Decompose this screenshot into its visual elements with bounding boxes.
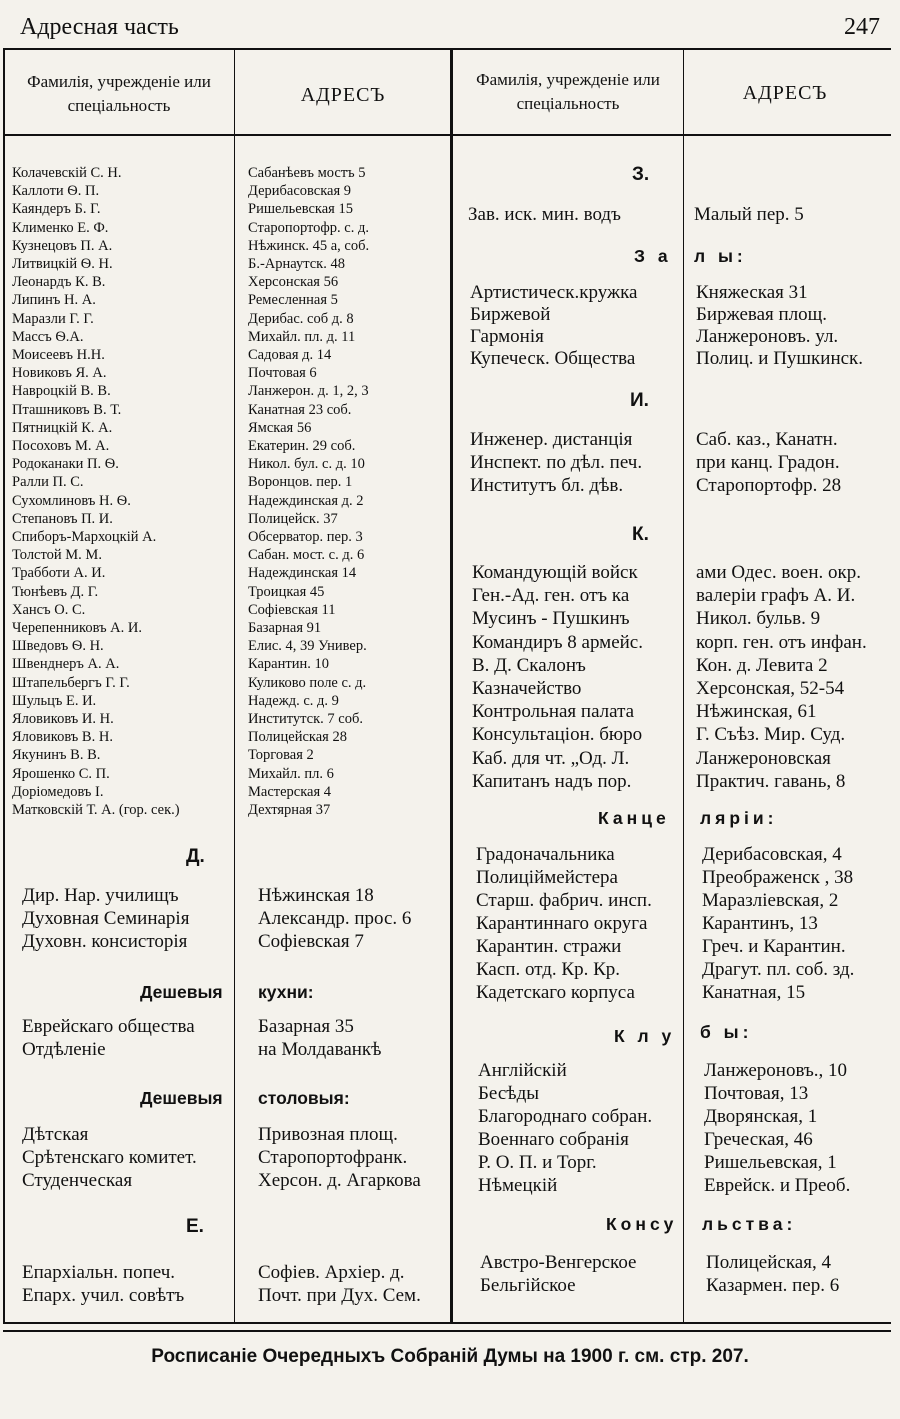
right-address-header: АДРЕСЪ — [742, 82, 828, 104]
entry-name: Пташниковъ В. Т. — [12, 401, 122, 418]
entry-name: Каллоти Ѳ. П. — [12, 183, 100, 200]
subsection-heading: льства: — [702, 1214, 797, 1234]
entry-address: Институтск. 7 соб. — [248, 711, 363, 727]
entry-name: Старш. фабрич. инсп. — [476, 890, 652, 911]
entry-address: Полицейская, 4 — [706, 1252, 831, 1273]
entry-address: Преображенск , 38 — [702, 867, 854, 888]
entry-name: Моисеевъ Н.Н. — [12, 347, 105, 363]
entry-name: Пятницкій К. А. — [12, 419, 113, 436]
entry-address: Малый пер. 5 — [694, 204, 804, 225]
page-header — [10, 12, 880, 46]
entry-address: Старопортофр. с. д. — [248, 219, 369, 236]
entry-address: Старопортофранк. — [258, 1147, 408, 1168]
entry-address: Нѣжинская, 61 — [696, 701, 817, 723]
entry-name: Духовн. консисторія — [22, 931, 188, 952]
entry-address: Практич. гавань, 8 — [696, 770, 846, 792]
subsection-heading: столовыя: — [258, 1088, 350, 1108]
entry-address: при канц. Градон. — [696, 452, 840, 473]
entry-address: Еврейск. и Преоб. — [704, 1175, 851, 1196]
divider-center — [450, 48, 453, 1324]
entry-name: Р. О. П. и Торг. — [478, 1152, 597, 1173]
entry-name: Дир. Нар. училищъ — [22, 885, 179, 906]
entry-address: Херсонская, 52-54 — [696, 678, 845, 699]
entry-name: Бесѣды — [478, 1083, 539, 1104]
entry-name: Еврейскаго общества — [22, 1016, 195, 1037]
entry-name: Студенческая — [22, 1170, 133, 1191]
divider-left-mid — [234, 48, 235, 1324]
subsection-heading: Канце — [598, 808, 670, 828]
section-title: Адресная часть — [20, 14, 179, 40]
entry-name: Швенднеръ А. А. — [12, 656, 120, 673]
entry-address: Ланжерон. д. 1, 2, 3 — [248, 383, 369, 400]
section-letter: Д. — [186, 846, 205, 867]
entry-name: Трабботи А. И. — [12, 565, 106, 582]
entry-address: ами Одес. воен. окр. — [696, 562, 862, 583]
entry-address: Дерибас. соб д. 8 — [248, 310, 354, 327]
entry-name: Карантиннаго округа — [476, 913, 648, 934]
left-address-header: АДРЕСЪ — [300, 84, 386, 106]
subsection-heading: З а — [634, 246, 672, 266]
entry-name: Ралли П. С. — [12, 474, 84, 491]
entry-name: Посоховъ М. А. — [12, 438, 110, 454]
entry-address: Екатерин. 29 соб. — [248, 438, 356, 454]
entry-name: Инспект. по дѣл. печ. — [470, 452, 643, 473]
entry-name: Якунинъ В. В. — [12, 747, 101, 764]
entry-address: Полицейская 28 — [248, 729, 347, 746]
entry-name: Доріомедовъ І. — [12, 783, 104, 800]
entry-name: Клименко Е. Ф. — [12, 219, 109, 236]
entry-address: Почт. при Дух. Сем. — [258, 1285, 421, 1306]
entry-address: Г. Съѣз. Мир. Суд. — [696, 724, 846, 746]
entry-address: Софіевская 11 — [248, 601, 336, 618]
entry-address: Михайл. пл. 6 — [248, 765, 334, 782]
left-name-header: Фамилія, учрежденіе или спеціальность — [27, 72, 211, 115]
subsection-heading: кухни: — [258, 982, 314, 1002]
entry-name: Сухомлиновъ Н. Ѳ. — [12, 492, 131, 509]
entry-name: Кузнецовъ П. А. — [12, 237, 113, 254]
entry-name: Ярошенко С. П. — [12, 765, 110, 782]
entry-name: Англійскій — [478, 1060, 567, 1081]
bottom-rule — [3, 1330, 891, 1332]
entry-address: Саб. каз., Канатн. — [696, 429, 838, 450]
entry-address: Ришельевская 15 — [248, 201, 353, 218]
entry-name: Гармонія — [470, 326, 544, 347]
entry-address: Княжеская 31 — [696, 282, 808, 303]
entry-name: Матковскій Т. А. (гор. сек.) — [12, 802, 180, 818]
entry-name: Капитанъ надъ пор. — [472, 770, 632, 792]
entry-name: Духовная Семинарія — [22, 908, 190, 929]
entry-address: Драгут. пл. соб. зд. — [702, 959, 855, 980]
entry-name: Новиковъ Я. А. — [12, 365, 107, 382]
entry-address: Кон. д. Левита 2 — [696, 654, 828, 676]
entry-address: Маразліевская, 2 — [702, 890, 839, 911]
entry-name: Епарх. учил. совѣтъ — [22, 1285, 185, 1306]
entry-name: Мусинъ - Пушкинъ — [472, 608, 630, 630]
entry-name: Срѣтенскаго комитет. — [22, 1147, 197, 1168]
entry-name: Епархіальн. попеч. — [22, 1262, 176, 1283]
entry-address: Мастерская 4 — [248, 783, 332, 800]
entry-address: Обсерватор. пер. 3 — [248, 529, 363, 545]
entry-name: Тюнѣевъ Д. Г. — [12, 583, 99, 600]
footer-note: Росписаніе Очередныхъ Собраній Думы на 1900 г. см. стр. 207. — [151, 1346, 749, 1367]
page-number: 247 — [844, 14, 880, 40]
section-letter: Е. — [186, 1216, 204, 1237]
entry-name: Командиръ 8 армейс. — [472, 631, 643, 653]
entry-address: Сабан. мост. с. д. 6 — [248, 547, 365, 564]
entry-name: Шульцъ Е. И. — [12, 692, 97, 709]
entry-name: Нѣмецкій — [478, 1175, 558, 1196]
divider-right-mid — [683, 48, 684, 1324]
header-rule — [3, 134, 891, 136]
entry-name: Артистическ.кружка — [470, 282, 638, 303]
entry-address: Базарная 91 — [248, 620, 322, 636]
entry-name: Консультаціон. бюро — [472, 724, 643, 746]
entry-name: Отдѣленіе — [22, 1039, 106, 1060]
entry-name: Казначейство — [472, 678, 582, 699]
entry-address: Полицейск. 37 — [248, 510, 338, 527]
entry-address: Почтовая, 13 — [704, 1083, 809, 1104]
entry-address: Ямская 56 — [248, 419, 312, 436]
entry-name: Благороднаго собран. — [478, 1106, 653, 1127]
entry-address: Никол. бульв. 9 — [696, 608, 821, 630]
entry-address: Полиц. и Пушкинск. — [696, 348, 864, 369]
entry-address: Дерибасовская 9 — [248, 183, 352, 200]
entry-name: Градоначальника — [476, 844, 615, 865]
entry-name: Шведовъ Ѳ. Н. — [12, 638, 104, 655]
entry-name: Хансъ О. С. — [12, 601, 86, 618]
entry-address: корп. ген. отъ инфан. — [696, 631, 867, 653]
entry-address: Никол. бул. с. д. 10 — [248, 456, 365, 473]
entry-name: Каяндеръ Б. Г. — [12, 201, 101, 218]
entry-name: Контрольная палата — [472, 701, 635, 723]
entry-address: Канатная 23 соб. — [248, 401, 352, 418]
entry-address: Ланжероновъ. ул. — [696, 326, 839, 347]
entry-address: Канатная, 15 — [702, 982, 806, 1003]
entry-name: Липинъ Н. А. — [12, 292, 96, 309]
entry-address: Софіев. Архіер. д. — [258, 1262, 405, 1283]
entry-name: Яловиковъ В. Н. — [12, 729, 113, 746]
entry-address: Воронцов. пер. 1 — [248, 474, 353, 491]
entry-name: Командующій войск — [472, 562, 638, 583]
entry-address: Карантинъ, 13 — [702, 913, 818, 934]
entry-name: Купеческ. Общества — [470, 348, 636, 369]
entry-address: Торговая 2 — [248, 747, 314, 764]
entry-name: Родоканаки П. Ѳ. — [12, 456, 119, 473]
entry-address: Нѣжинская 18 — [258, 885, 374, 906]
entry-name: Штапельбергъ Г. Г. — [12, 674, 130, 691]
entry-address: валеріи графъ А. И. — [696, 585, 856, 607]
entry-name: Военнаго собранія — [478, 1129, 629, 1150]
entry-address: Дерибасовская, 4 — [702, 844, 842, 865]
entry-name: Черепенниковъ А. И. — [12, 620, 143, 636]
entry-address: Казармен. пер. 6 — [706, 1275, 840, 1296]
entry-name: Биржевой — [470, 304, 551, 325]
entry-name: Дѣтская — [22, 1124, 89, 1145]
entry-name: Инженер. дистанція — [470, 429, 633, 450]
entry-address: Старопортофр. 28 — [696, 475, 842, 496]
subsection-heading: б ы: — [700, 1022, 753, 1042]
entry-address: Садовая д. 14 — [248, 347, 332, 363]
entry-name: Касп. отд. Кр. Кр. — [476, 959, 621, 980]
entry-name: Колачевскій С. Н. — [12, 165, 122, 181]
entry-address: Сабанѣевъ мостъ 5 — [248, 165, 366, 181]
entry-address: Ланжероновъ., 10 — [704, 1060, 848, 1081]
entry-name: Яловиковъ И. Н. — [12, 711, 114, 727]
entry-address: Б.-Арнаутск. 48 — [248, 256, 345, 272]
entry-address: Греческая, 46 — [704, 1129, 813, 1150]
entry-address: Ремесленная 5 — [248, 292, 338, 309]
entry-name: Степановъ П. И. — [12, 510, 113, 527]
entry-address: Дехтярная 37 — [248, 802, 331, 818]
subsection-heading: Консу — [606, 1214, 678, 1234]
entry-name: Бельгійское — [480, 1275, 576, 1296]
entry-address: на Молдаванкѣ — [258, 1039, 382, 1060]
entry-name: Литвицкій Ѳ. Н. — [12, 256, 113, 272]
entry-address: Биржевая площ. — [696, 304, 828, 325]
entry-address: Херсонская 56 — [248, 274, 339, 291]
entry-address: Нѣжинск. 45 а, соб. — [248, 237, 370, 254]
entry-name: Кадетскаго корпуса — [476, 982, 635, 1003]
subsection-heading: К л у — [614, 1026, 676, 1046]
entry-address: Софіевская 7 — [258, 931, 364, 952]
subsection-heading: Дешевыя — [140, 982, 223, 1002]
section-letter: З. — [632, 164, 650, 185]
entry-name: Массъ Ѳ.А. — [12, 328, 84, 345]
entry-address: Надеждинская д. 2 — [248, 492, 364, 509]
entry-name: В. Д. Скалонъ — [472, 654, 586, 676]
entry-name: Спиборъ-Мархоцкій А. — [12, 529, 157, 545]
section-letter: К. — [632, 524, 649, 545]
entry-address: Карантин. 10 — [248, 656, 329, 673]
right-name-header: Фамилія, учрежденіе или спеціальность — [476, 70, 660, 113]
entry-name: Институтъ бл. дѣв. — [470, 475, 624, 496]
entry-address: Куликово поле с. д. — [248, 674, 367, 691]
entry-name: Каб. для чт. „Од. Л. — [472, 747, 630, 769]
entry-name: Зав. иск. мин. водъ — [468, 204, 621, 225]
entry-address: Херсон. д. Агаркова — [258, 1170, 421, 1191]
entry-address: Базарная 35 — [258, 1016, 354, 1037]
entry-address: Ланжероновская — [696, 747, 831, 769]
entry-address: Дворянская, 1 — [704, 1106, 818, 1127]
entry-name: Навроцкій В. В. — [12, 383, 111, 400]
entry-name: Леонардъ К. В. — [12, 274, 106, 291]
entry-address: Ришельевская, 1 — [704, 1152, 837, 1173]
entry-address: Александр. прос. 6 — [258, 908, 412, 929]
entry-name: Полиціймейстера — [476, 867, 618, 888]
entry-name: Карантин. стражи — [476, 936, 622, 957]
entry-address: Греч. и Карантин. — [702, 936, 846, 957]
entry-name: Австро-Венгерское — [480, 1252, 637, 1273]
entry-address: Почтовая 6 — [248, 365, 317, 382]
entry-name: Маразли Г. Г. — [12, 310, 94, 327]
entry-address: Надеждинская 14 — [248, 565, 357, 582]
subsection-heading: л ы: — [694, 246, 747, 266]
entry-name: Ген.-Ад. ген. отъ ка — [472, 585, 630, 607]
subsection-heading: Дешевыя — [140, 1088, 223, 1108]
entry-address: Елис. 4, 39 Универ. — [248, 638, 367, 655]
entry-address: Привозная площ. — [258, 1124, 398, 1145]
section-letter: И. — [630, 390, 649, 411]
entry-address: Михайл. пл. д. 11 — [248, 328, 356, 345]
subsection-heading: ляріи: — [700, 808, 778, 828]
entry-address: Троицкая 45 — [248, 583, 325, 600]
entry-name: Толстой М. М. — [12, 547, 102, 564]
entry-address: Надежд. с. д. 9 — [248, 692, 339, 709]
